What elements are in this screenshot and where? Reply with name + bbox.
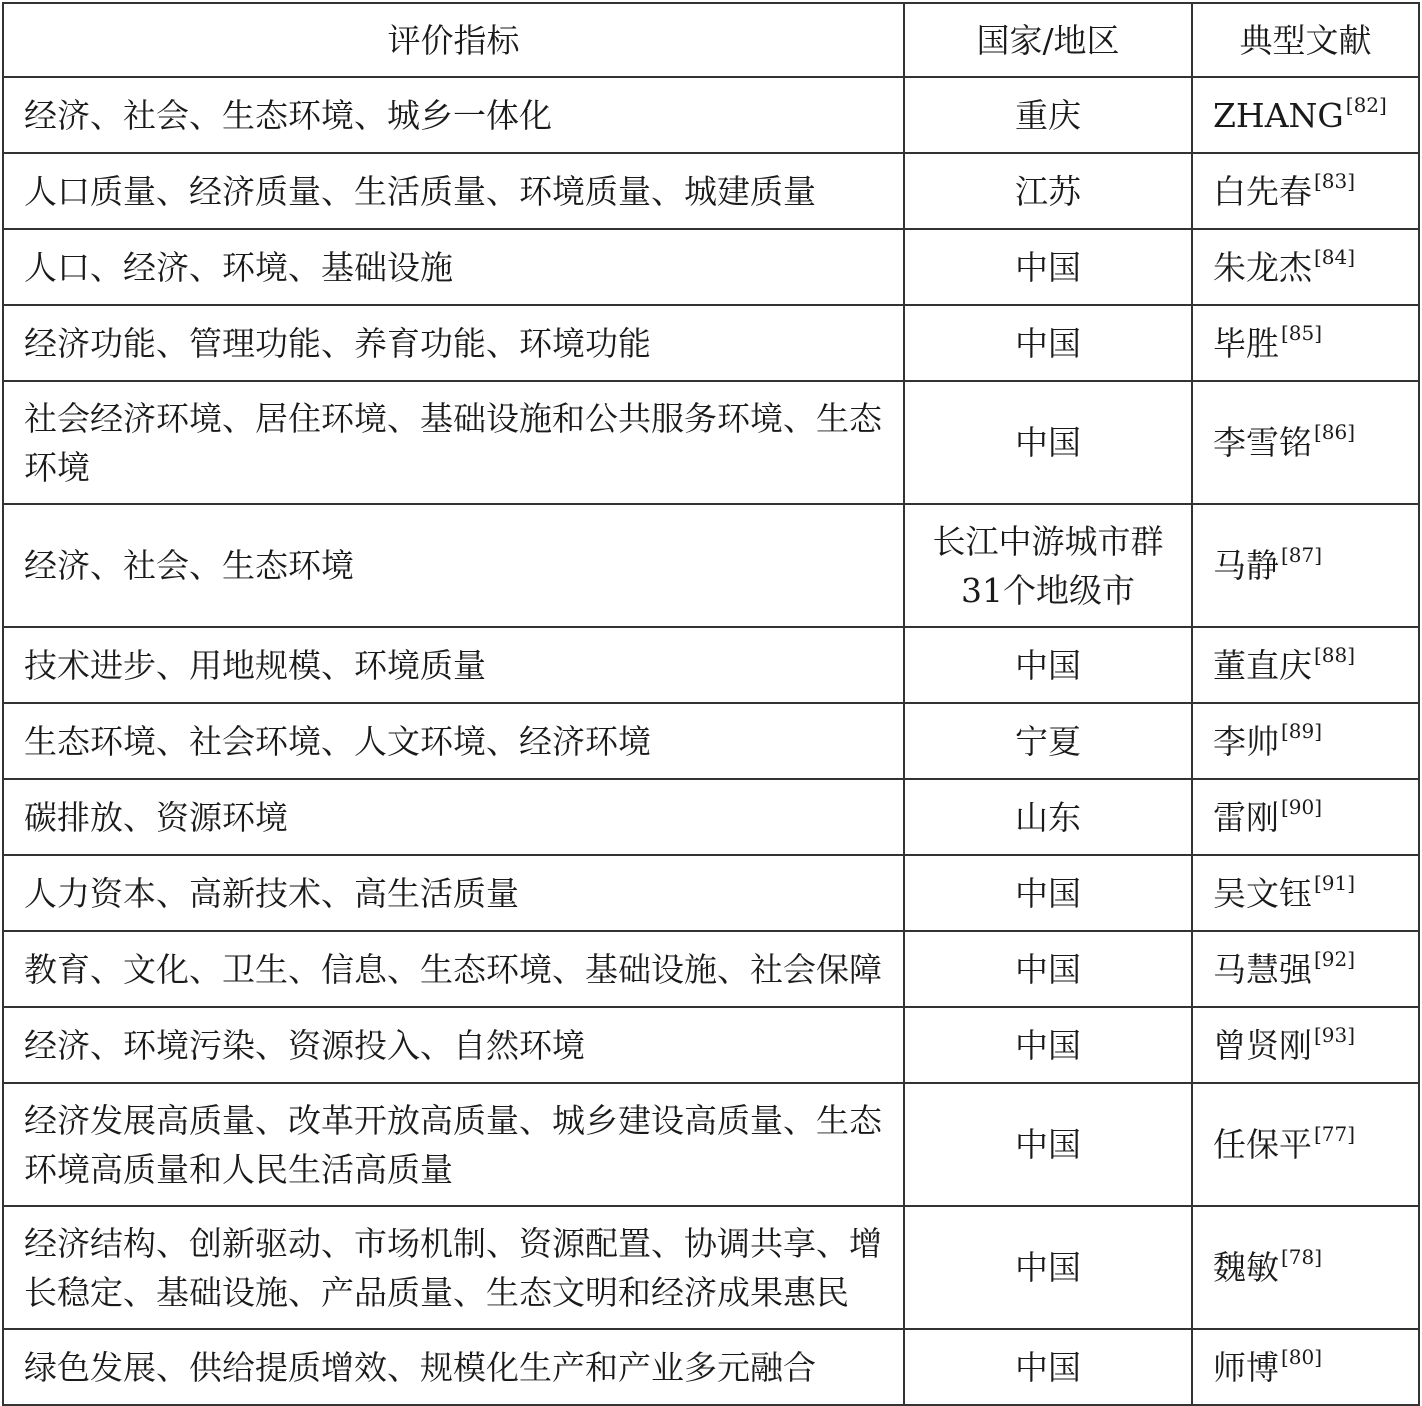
author: 师博 <box>1213 1347 1279 1387</box>
citation-number: [85] <box>1281 320 1323 345</box>
table-row <box>3 305 1419 381</box>
region-cell: 中国 <box>904 1007 1192 1083</box>
citation-number: [92] <box>1314 946 1356 971</box>
reference-cell <box>1192 1007 1419 1083</box>
region-cell: 中国 <box>904 1329 1192 1405</box>
reference-cell <box>1192 77 1419 153</box>
citation-number: [84] <box>1314 244 1356 269</box>
reference-cell <box>1192 504 1419 627</box>
author: 雷刚 <box>1213 797 1279 837</box>
indicator-cell: 经济、环境污染、资源投入、自然环境 <box>3 1007 904 1083</box>
table-row <box>3 779 1419 855</box>
region-cell: 中国 <box>904 855 1192 931</box>
region-cell: 中国 <box>904 305 1192 381</box>
citation-number: [88] <box>1314 642 1356 667</box>
author: 李帅 <box>1213 721 1279 761</box>
author: 吴文钰 <box>1213 873 1312 913</box>
header-indicator: 评价指标 <box>3 3 904 77</box>
reference-cell <box>1192 1083 1419 1206</box>
citation-number: [82] <box>1345 92 1387 117</box>
reference-cell <box>1192 305 1419 381</box>
reference-cell <box>1192 931 1419 1007</box>
region-cell: 重庆 <box>904 77 1192 153</box>
author: 朱龙杰 <box>1213 247 1312 287</box>
citation-number: [77] <box>1314 1122 1356 1146</box>
region-cell: 宁夏 <box>904 703 1192 779</box>
reference-cell <box>1192 153 1419 229</box>
reference-cell <box>1192 627 1419 703</box>
indicator-cell: 经济功能、管理功能、养育功能、环境功能 <box>3 305 904 381</box>
citation-number: [91] <box>1314 870 1356 895</box>
citation-number: [87] <box>1281 543 1323 567</box>
citation-number: [78] <box>1281 1245 1323 1269</box>
reference-cell <box>1192 703 1419 779</box>
region-cell: 中国 <box>904 931 1192 1007</box>
indicator-cell: 人口质量、经济质量、生活质量、环境质量、城建质量 <box>3 153 904 229</box>
citation-number: [90] <box>1281 794 1323 819</box>
author: 马慧强 <box>1213 949 1312 989</box>
citation-number: [86] <box>1314 420 1356 444</box>
table-row <box>3 1206 1419 1329</box>
table-row <box>3 381 1419 504</box>
indicator-cell: 绿色发展、供给提质增效、规模化生产和产业多元融合 <box>3 1329 904 1405</box>
citation-number: [89] <box>1281 718 1323 743</box>
author: 董直庆 <box>1213 645 1312 685</box>
literature-table <box>2 2 1420 1406</box>
header-region: 国家/地区 <box>904 3 1192 77</box>
citation-number: [80] <box>1281 1344 1323 1369</box>
table-row <box>3 627 1419 703</box>
author: 毕胜 <box>1213 323 1279 363</box>
region-cell: 中国 <box>904 229 1192 305</box>
region-cell: 长江中游城市群31个地级市 <box>904 504 1192 627</box>
table-row <box>3 855 1419 931</box>
citation-number: [93] <box>1314 1022 1356 1047</box>
region-cell: 中国 <box>904 1083 1192 1206</box>
indicator-cell: 教育、文化、卫生、信息、生态环境、基础设施、社会保障 <box>3 931 904 1007</box>
reference-cell <box>1192 1206 1419 1329</box>
author: ZHANG <box>1213 95 1344 135</box>
table-row <box>3 1007 1419 1083</box>
table-row <box>3 1083 1419 1206</box>
reference-cell <box>1192 855 1419 931</box>
author: 马静 <box>1213 546 1279 585</box>
indicator-cell: 人力资本、高新技术、高生活质量 <box>3 855 904 931</box>
region-cell: 山东 <box>904 779 1192 855</box>
table-row <box>3 504 1419 627</box>
region-cell: 江苏 <box>904 153 1192 229</box>
table-row <box>3 703 1419 779</box>
header-reference: 典型文献 <box>1192 3 1419 77</box>
author: 李雪铭 <box>1213 423 1312 462</box>
indicator-cell: 经济、社会、生态环境、城乡一体化 <box>3 77 904 153</box>
indicator-cell: 社会经济环境、居住环境、基础设施和公共服务环境、生态环境 <box>3 381 904 504</box>
table-row <box>3 931 1419 1007</box>
indicator-cell: 碳排放、资源环境 <box>3 779 904 855</box>
table-row <box>3 229 1419 305</box>
region-cell: 中国 <box>904 381 1192 504</box>
table-row <box>3 77 1419 153</box>
reference-cell <box>1192 381 1419 504</box>
reference-cell <box>1192 229 1419 305</box>
indicator-cell: 经济结构、创新驱动、市场机制、资源配置、协调共享、增长稳定、基础设施、产品质量、生态文明和经济成果惠民 <box>3 1206 904 1329</box>
author: 白先春 <box>1213 171 1312 211</box>
table-row <box>3 153 1419 229</box>
region-cell: 中国 <box>904 1206 1192 1329</box>
region-cell: 中国 <box>904 627 1192 703</box>
citation-number: [83] <box>1314 168 1356 193</box>
author: 曾贤刚 <box>1213 1025 1312 1065</box>
header-row <box>3 3 1419 77</box>
indicator-cell: 技术进步、用地规模、环境质量 <box>3 627 904 703</box>
indicator-cell: 生态环境、社会环境、人文环境、经济环境 <box>3 703 904 779</box>
reference-cell <box>1192 779 1419 855</box>
author: 魏敏 <box>1213 1248 1279 1287</box>
indicator-cell: 人口、经济、环境、基础设施 <box>3 229 904 305</box>
indicator-cell: 经济发展高质量、改革开放高质量、城乡建设高质量、生态环境高质量和人民生活高质量 <box>3 1083 904 1206</box>
indicator-cell: 经济、社会、生态环境 <box>3 504 904 627</box>
author: 任保平 <box>1213 1125 1312 1164</box>
